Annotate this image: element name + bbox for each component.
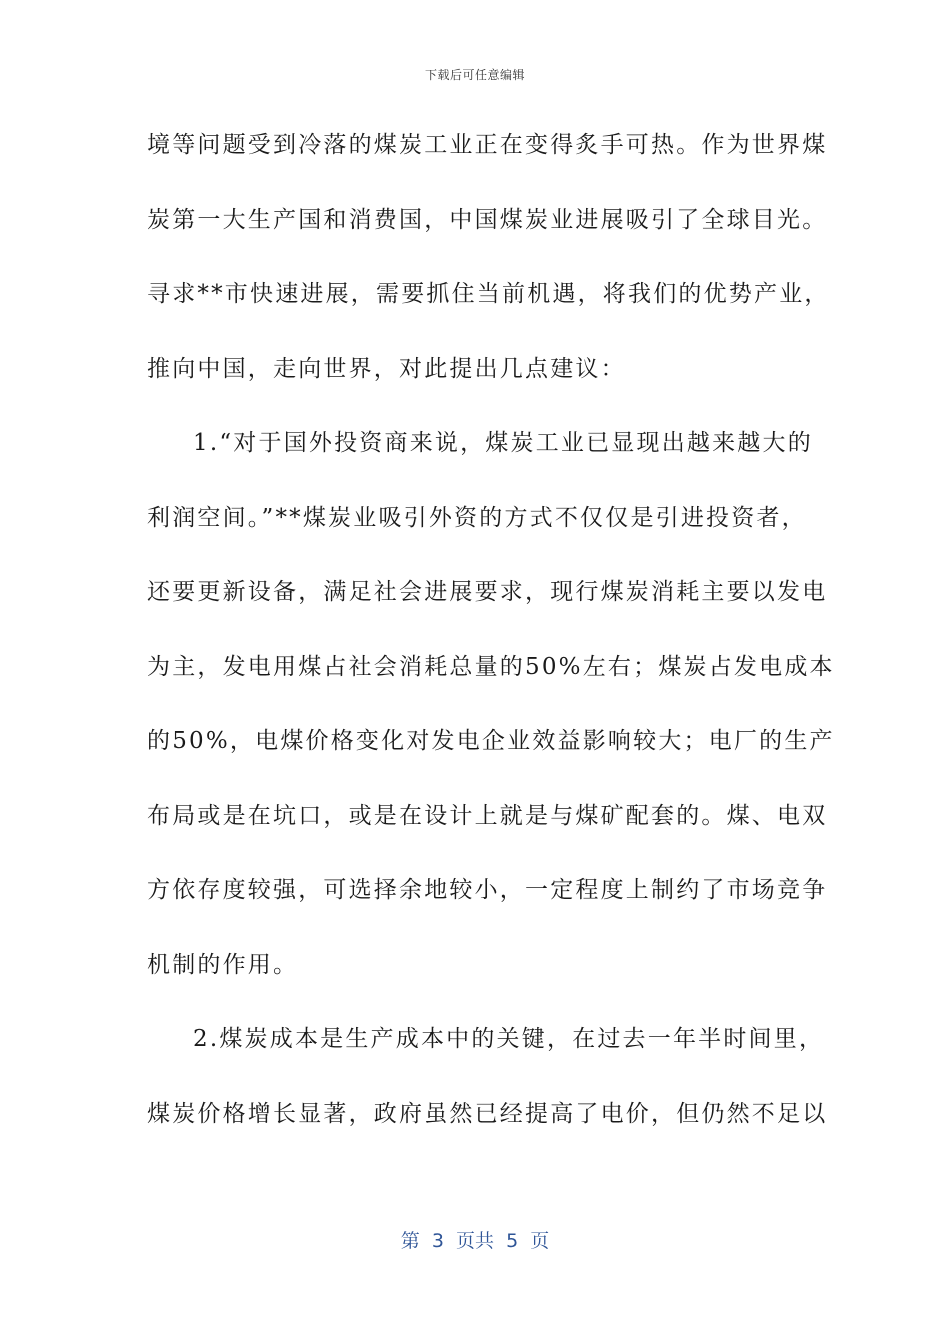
- text-line: 煤炭价格增长显著，政府虽然已经提高了电价，但仍然不足以: [147, 1100, 828, 1127]
- text-line: 还要更新设备，满足社会进展要求，现行煤炭消耗主要以发电: [147, 579, 828, 605]
- page-number-footer: 第 3 页共 5 页: [400, 1230, 550, 1252]
- text-line: 境等问题受到冷落的煤炭工业正在变得炙手可热。作为世界煤: [147, 132, 828, 158]
- text-line-paragraph-start: 2.煤炭成本是生产成本中的关键，在过去一年半时间里，: [193, 1026, 825, 1052]
- text-line: 推向中国，走向世界，对此提出几点建议：: [147, 355, 626, 382]
- page-header: 下载后可任意编辑: [424, 68, 525, 82]
- text-line: 的50%，电煤价格变化对发电企业效益影响较大；电厂的生产: [147, 728, 835, 754]
- text-line: 炭第一大生产国和消费国，中国煤炭业进展吸引了全球目光。: [147, 206, 828, 233]
- text-line: 利润空间。”**煤炭业吸引外资的方式不仅仅是引进投资者，: [147, 504, 807, 531]
- document-body: [147, 126, 835, 1169]
- text-line: 布局或是在坑口，或是在设计上就是与煤矿配套的。煤、电双: [147, 802, 828, 829]
- text-line: 机制的作用。: [147, 951, 299, 978]
- text-line-paragraph-start: 1.“对于国外投资商来说，煤炭工业已显现出越来越大的: [193, 430, 813, 456]
- text-line: 为主，发电用煤占社会消耗总量的50%左右；煤炭占发电成本: [147, 653, 835, 680]
- text-line: 方依存度较强，可选择余地较小，一定程度上制约了市场竞争: [147, 877, 828, 903]
- text-line: 寻求**市快速进展，需要抓住当前机遇，将我们的优势产业，: [147, 281, 830, 307]
